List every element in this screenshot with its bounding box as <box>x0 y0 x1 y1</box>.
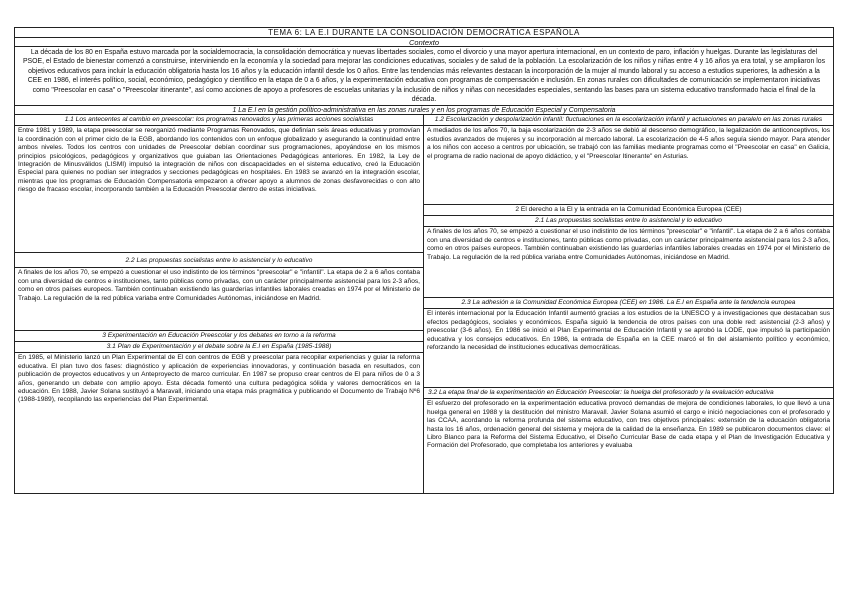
two-column-body <box>15 115 833 493</box>
body-1-2: A mediados de los años 70, la baja escolarización de 2-3 años se debió al descenso demográfico, la legalización de anticonceptivos, los estudios avanzados de mujeres y su incorporación al mercado laboral. La escolarización de 4-5 años seguía siendo mayor. Para atender a los niños con acceso a centros por ubicación, se trabajó con las familias mediante programas como el "Preescolar en casa" en Galicia, el programa de radio nacional de apoyo didáctico, y el "Preescolar Itinerante" en Asturias. <box>427 127 830 160</box>
heading-3-1: 3.1 Plan de Experimentación y el debate sobre la E.I en España (1985-1988) <box>15 342 423 353</box>
body-2-1: A finales de los años 70, se empezó a cuestionar el uso indistinto de los términos "preescolar" e "infantil". La etapa de 2 a 6 años contaba con una diversidad de centros e instituciones, tanto públicas como privadas, con un carácter principalmente asistencial para los 2-3 años, como en otros países europeos. También continuaban existiendo las guarderías infantiles laborales creadas en 1974 por el Ministerio de Trabajo. La regulación de la red pública variaba entre Comunidades Autónomas, iniciándose en Madrid. <box>427 228 830 261</box>
heading-3-2: 3.2 La etapa final de la experimentación en Educación Preescolar: la huelga del profesorado y la evaluación educativa <box>424 388 833 399</box>
page-title: TEMA 6: LA E.I DURANTE LA CONSOLIDACIÓN DEMOCRÁTICA ESPAÑOLA <box>15 28 833 38</box>
left-column <box>15 115 424 493</box>
context-text: La década de los 80 en España estuvo marcada por la socialdemocracia, la consolidación democrática y nuevas libertades sociales, como el divorcio y una mayor apertura internacional, en un contexto de paro, inflación y huelgas. Durante las legislaturas del PSOE, el Estado de bienestar comenzó a construirse, interviniendo en la economía y la sociedad para mejorar las condiciones educativas, sociales y de salud de la población. La escolarización de los niños y niñas entre 4 y 16 años ya era total, y se ampliaron los objetivos educativos para incluir la educación obligatoria hasta los 16 años y la educación infantil desde los 0 años. Entre las tendencias más relevantes destacan la incorporación de la mujer al mundo laboral y su acceso a estudios superiores, la adhesión a la CEE en 1986, el interés político, social, económico, pedagógico y científico en la etapa de 0 a 6 años, y la experimentación educativa con programas de compensación e inclusión. En zonas rurales con dificultades de comunicación se implementaron iniciativas como "Preescolar en casa" o "Preescolar itinerante", así como acciones de apoyo a profesores de escuelas unitarias y la inclusión de niños y niñas con necesidades especiales, sentando las bases para un sistema educativo transformado hacia el final de la década. <box>15 47 833 106</box>
heading-3: 3 Experimentación en Educación Preescolar y los debates en torno a la reforma <box>15 331 423 342</box>
cell-2-3 <box>424 298 833 388</box>
cell-1-1 <box>15 115 423 253</box>
document-table <box>14 27 834 494</box>
body-3-2: El esfuerzo del profesorado en la experimentación educativa provocó demandas de mejora de condiciones laborales, lo que llevó a una huelga general en 1988 y la destitución del ministro Maravall. Javier Solana asumió el cargo e inició negociaciones con el profesorado y las CCAA, acordando la reforma profunda del sistema educativo, con tres objetivos principales: extensión de la educación obligatoria hasta los 16 años, ordenación general del sistema y mejora de la calidad de la enseñanza. En 1989 se publicaron documentos clave: el Libro Blanco para la Reforma del Sistema Educativo, el Diseño Curricular Base de cada etapa y el Plan de Investigación Educativa y Formación del Profesorado, que completaba los anteriores y evaluaba <box>427 400 830 450</box>
body-2-3: El interés internacional por la Educación Infantil aumentó gracias a los estudios de la UNESCO y a investigaciones que destacaban sus efectos pedagógicos, sociales y económicos. España siguió la tendencia de otros países con una doble red: asistencial (2-3 años) y preescolar (3-6 años). En 1986 se inició el Plan Experimental de Educación Infantil y se aprobó la LODE, que impulsó la participación educativa y los consejos educativos. En 1986, la entrada de España en la CEE marcó el fin del aislamiento político y económico, reforzando la necesidad de instituciones educativas democráticas. <box>427 310 830 352</box>
cell-2 <box>424 205 833 298</box>
body-2-2: A finales de los años 70, se empezó a cuestionar el uso indistinto de los términos "preescolar" e "infantil". La etapa de 2 a 6 años contaba con una diversidad de centros e instituciones, tanto públicas como privadas, con un carácter principalmente asistencial para los 2-3 años, como en otros países europeos. También continuaban existiendo las guarderías infantiles laborales creadas en 1974 por el Ministerio de Trabajo. La regulación de la red pública variaba entre Comunidades Autónomas, iniciándose en Madrid. <box>18 269 420 302</box>
heading-2-3: 2.3 La adhesión a la Comunidad Económica Europea (CEE) en 1986. La E.I en España ante la tendencia europea <box>424 298 833 309</box>
context-label: Contexto <box>15 38 833 47</box>
section-1-heading: 1 La E.I en la gestión político-administrativa en las zonas rurales y en los programas de Educación Especial y Compensatoria <box>15 106 833 115</box>
cell-3 <box>15 331 423 455</box>
heading-1-1: 1.1 Los antecentes al cambio en preescolar: los programas renovados y las primeras acciones socialistas <box>15 115 423 126</box>
heading-2-2: 2.2 Las propuestas socialistas entre lo asistencial y lo educativo <box>15 253 423 268</box>
cell-2-2 <box>15 253 423 331</box>
right-column <box>424 115 833 493</box>
heading-2: 2 El derecho a la El y la entrada en la Comunidad Económica Europea (CEE) <box>424 205 833 216</box>
heading-1-2: 1.2 Escolarización y despolarización infantil: fluctuaciones en la escolarización infantil y actuaciones en paralelo en las zonas rurales <box>424 115 833 126</box>
heading-2-1: 2.1 Las propuestas socialistas entre lo asistencial y lo educativo <box>424 216 833 227</box>
body-3-1: En 1985, el Ministerio lanzó un Plan Experimental de El con centros de EGB y preescolar para recopilar experiencias y guiar la reforma educativa. El plan tuvo dos fases: diagnóstico y aplicación de experiencias innovadoras, y continuación basada en resultados, con publicación de proyectos educativos y un Anteproyecto de marco curricular. En 1987 se propuso crear centros de El para niños de 0 a 3 años, generando un debate con amplio apoyo. Esta década fomentó una cultura pedagógica sólida y valores democráticos en la educación. En 1988, Javier Solana sustituyó a Maravall, iniciando una etapa más pragmática y publicando el Documento de Trabajo Nº6 (1988-1989), recopilando las experiencias del Plan Experimental. <box>18 354 420 404</box>
body-1-1: Entre 1981 y 1989, la etapa preescolar se reorganizó mediante Programas Renovados, que definían seis áreas educativas y promovían la coordinación con el primer ciclo de la EGB, abordando los contenidos con un enfoque globalizado y asegurando la continuidad entre ambos niveles. Todos los centros con unidades de Preescolar debían coordinar sus programaciones, apoyándose en los mismos principios psicológicos, pedagógicos y organizativos que guiaban las Orientaciones Pedagógicas anteriores. En 1982, la Ley de Integración de Minusválidos (LISMI) impulsó la integración de niños con discapacidades en el sistema educativo, creó la Educación Especial para quienes no podían ser integrados y secciones pedagógicas en hospitales. En 1983 se avanzó en la integración escolar, mientras que los programas de Educación Compensatoria empezaron a ofrecer apoyo a alumnos de zonas desfavorecidas o con alto riesgo de fracaso escolar, incorporando también a la Educación Preescolar dentro de estas iniciativas. <box>18 127 420 194</box>
cell-3-2 <box>424 388 833 493</box>
cell-1-2 <box>424 115 833 205</box>
